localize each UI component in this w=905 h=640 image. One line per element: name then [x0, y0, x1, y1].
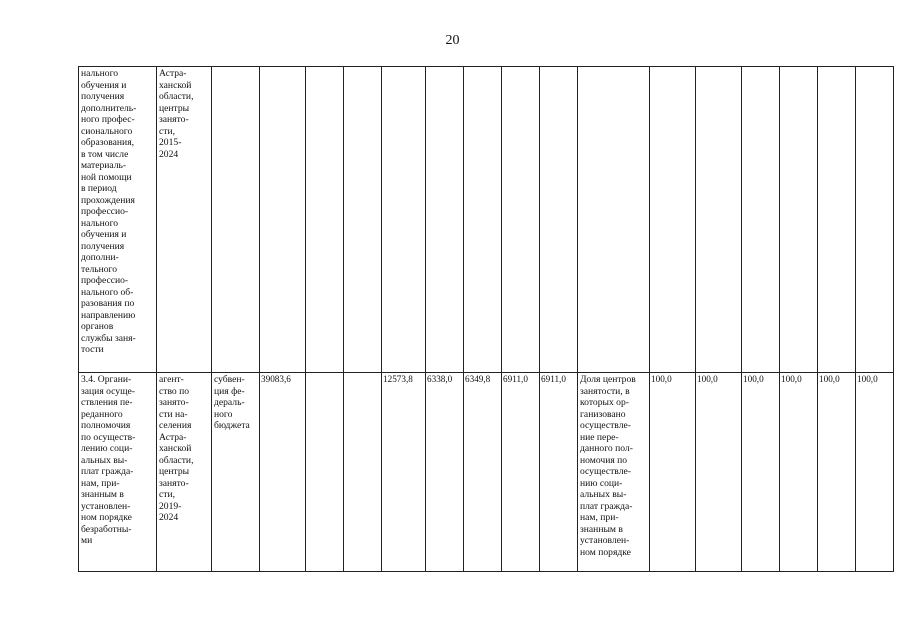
executor-cell: Астра- ханской области, центры занято- сти, 2015- 2024 [157, 67, 212, 373]
year-funding-cell [464, 67, 502, 373]
measure-name-cell: 3.4. Органи- зация осуще- ствления пе- реданного полномочия по осуществ- лению соци- альных вы- плат гражда- нам, при- знанным в установлен- ном порядке безработны- ми [79, 373, 157, 572]
target-value-cell [780, 67, 818, 373]
target-value-cell: 100,0 [650, 373, 696, 572]
year-funding-cell [344, 67, 382, 373]
table-row [79, 67, 894, 373]
target-value-cell: 100,0 [856, 373, 894, 572]
year-funding-cell [502, 67, 540, 373]
year-funding-cell [382, 67, 426, 373]
year-funding-cell: 6338,0 [426, 373, 464, 572]
page-number: 20 [445, 33, 460, 48]
table-row [79, 373, 894, 572]
target-value-cell [650, 67, 696, 373]
executor-cell: агент- ство по занято- сти на- селения Астра- ханской области, центры занято- сти, 2019- 2024 [157, 373, 212, 572]
total-funding-cell [260, 67, 306, 373]
target-value-cell: 100,0 [742, 373, 780, 572]
program-table [78, 66, 894, 572]
year-funding-cell [306, 373, 344, 572]
year-funding-cell: 6911,0 [502, 373, 540, 572]
year-funding-cell [540, 67, 578, 373]
year-funding-cell: 12573,8 [382, 373, 426, 572]
indicator-cell [578, 67, 650, 373]
funding-source-cell: субвен- ция фе- дераль- ного бюджета [212, 373, 260, 572]
year-funding-cell: 6911,0 [540, 373, 578, 572]
target-value-cell: 100,0 [696, 373, 742, 572]
total-funding-cell: 39083,6 [260, 373, 306, 572]
year-funding-cell [306, 67, 344, 373]
target-value-cell [696, 67, 742, 373]
year-funding-cell [344, 373, 382, 572]
indicator-cell: Доля центров занятости, в которых ор- ганизовано осуществле- ние пере- данного пол- номочия по осуществле- нию соци- альных вы- плат гражда- нам, при- знанным в установлен- ном порядке [578, 373, 650, 572]
target-value-cell: 100,0 [818, 373, 856, 572]
target-value-cell [742, 67, 780, 373]
year-funding-cell: 6349,8 [464, 373, 502, 572]
target-value-cell: 100,0 [780, 373, 818, 572]
target-value-cell [856, 67, 894, 373]
target-value-cell [818, 67, 856, 373]
year-funding-cell [426, 67, 464, 373]
measure-name-cell: нального обучения и получения дополнитель- ного профес- сионального образования, в том числе материаль- ной помощи в период прохождения профессио- нального обучения и получения дополни- тельного профессио- нального об- разования по направлению органов службы заня- тости [79, 67, 157, 373]
funding-source-cell [212, 67, 260, 373]
